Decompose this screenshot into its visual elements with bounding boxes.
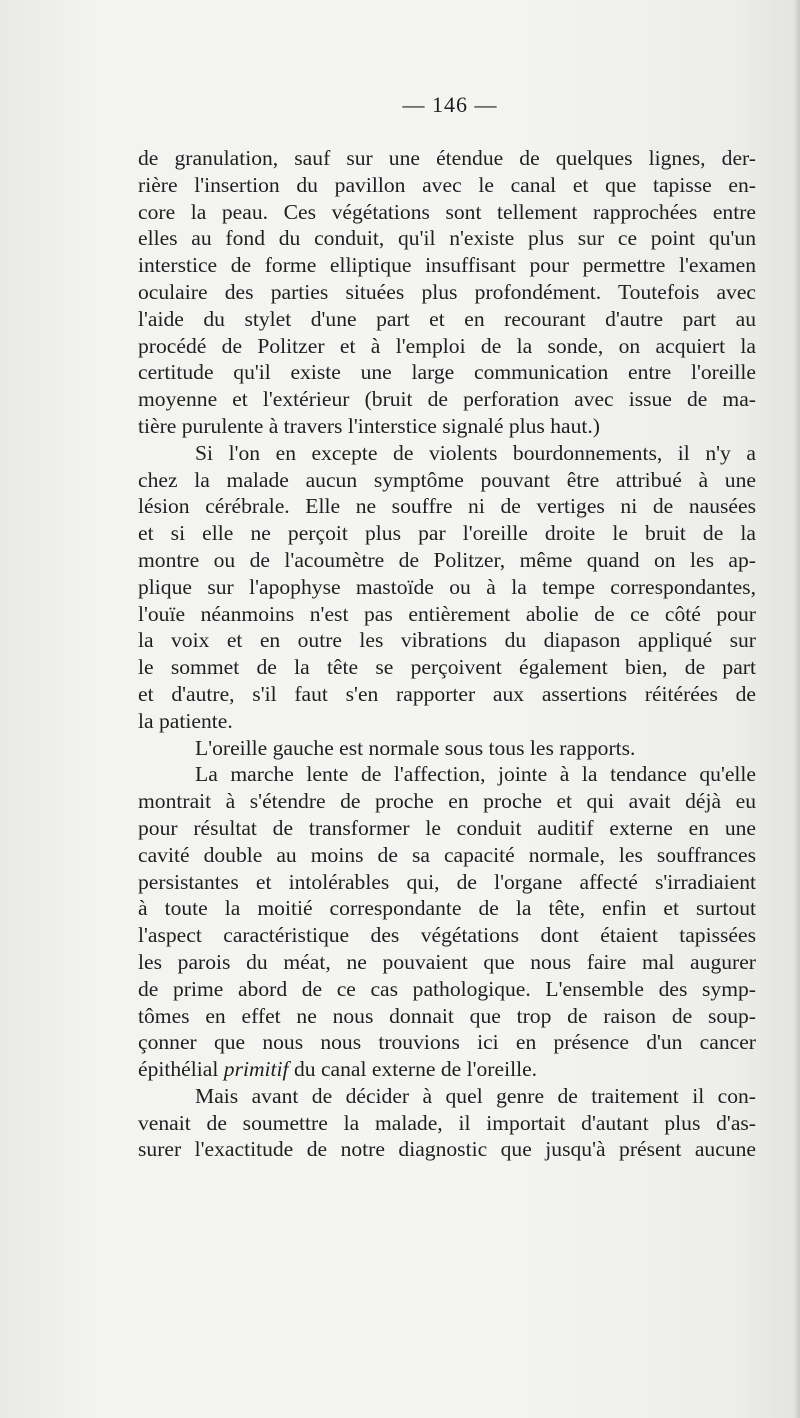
- text-line: tière purulente à travers l'interstice signalé plus haut.): [138, 413, 600, 438]
- text-line: persistantes et intolérables qui, de l'organe affecté s'irradiaient: [138, 869, 756, 894]
- page-number: — 146 —: [402, 92, 498, 117]
- text-line: de granulation, sauf sur une étendue de quelques lignes, der-: [138, 146, 756, 170]
- text-line: l'aspect caractéristique des végétations dont étaient tapissées: [138, 923, 756, 948]
- text-line: montrait à s'étendre de proche en proche et qui avait déjà eu: [138, 789, 756, 814]
- text-line: Si l'on en excepte de violents bourdonnements, il n'y a: [195, 440, 756, 465]
- text-line: L'oreille gauche est normale sous tous les rapports.: [195, 735, 636, 760]
- text-line: à toute la moitié correspondante de la tête, enfin et surtout: [138, 896, 756, 921]
- text-line: l'aide du stylet d'une part et en recourant d'autre part au: [138, 306, 756, 331]
- text-line: certitude qu'il existe une large communication entre l'oreille: [138, 360, 756, 385]
- text-line: interstice de forme elliptique insuffisant pour permettre l'examen: [138, 253, 756, 278]
- text-line: et si elle ne perçoit plus par l'oreille droite le bruit de la: [138, 521, 756, 546]
- text-line-mixed: [138, 1056, 756, 1083]
- text-line: procédé de Politzer et à l'emploi de la sonde, on acquiert la: [138, 333, 756, 358]
- text-line: rière l'insertion du pavillon avec le canal et que tapisse en-: [138, 172, 756, 197]
- text-line: chez la malade aucun symptôme pouvant être attribué à une: [138, 467, 756, 492]
- text-line: et d'autre, s'il faut s'en rapporter aux assertions réitérées de: [138, 681, 756, 706]
- text-run: du canal externe de l'oreille.: [293, 1057, 538, 1082]
- text-line: surer l'exactitude de notre diagnostic que jusqu'à présent aucune: [138, 1137, 756, 1162]
- text-line: cavité double au moins de sa capacité normale, les souffrances: [138, 842, 756, 867]
- italic-word: primitif: [223, 1057, 289, 1082]
- text-line: la patiente.: [138, 708, 233, 733]
- text-line: elles au fond du conduit, qu'il n'existe plus sur ce point qu'un: [138, 226, 756, 251]
- text-line: lésion cérébrale. Elle ne souffre ni de vertiges ni de nausées: [138, 494, 756, 519]
- text-line: pour résultat de transformer le conduit auditif externe en une: [138, 815, 756, 840]
- text-line: l'ouïe néanmoins n'est pas entièrement abolie de ce côté pour: [138, 601, 756, 626]
- text-line: La marche lente de l'affection, jointe à la tendance qu'elle: [195, 762, 756, 787]
- text-line: montre ou de l'acoumètre de Politzer, même quand on les ap-: [138, 547, 756, 572]
- text-line: oculaire des parties situées plus profondément. Toutefois avec: [138, 279, 756, 304]
- text-line: Mais avant de décider à quel genre de traitement il con-: [195, 1083, 756, 1108]
- text-line: core la peau. Ces végétations sont tellement rapprochées entre: [138, 199, 756, 224]
- text-line: çonner que nous nous trouvions ici en présence d'un cancer: [138, 1030, 756, 1055]
- body-text: [138, 145, 756, 1163]
- text-line: plique sur l'apophyse mastoïde ou à la tempe correspondantes,: [138, 574, 756, 599]
- text-line: la voix et en outre les vibrations du diapason appliqué sur: [138, 628, 756, 653]
- text-line: de prime abord de ce cas pathologique. L'ensemble des symp-: [138, 976, 756, 1001]
- text-line: venait de soumettre la malade, il importait d'autant plus d'as-: [138, 1110, 756, 1135]
- text-line: moyenne et l'extérieur (bruit de perforation avec issue de ma-: [138, 387, 756, 412]
- text-run: épithélial: [138, 1057, 219, 1082]
- text-line: tômes en effet ne nous donnait que trop de raison de soup-: [138, 1003, 756, 1028]
- text-line: le sommet de la tête se perçoivent également bien, de part: [138, 655, 756, 680]
- text-line: les parois du méat, ne pouvaient que nous faire mal augurer: [138, 949, 756, 974]
- page-edge-shadow: [794, 0, 800, 1418]
